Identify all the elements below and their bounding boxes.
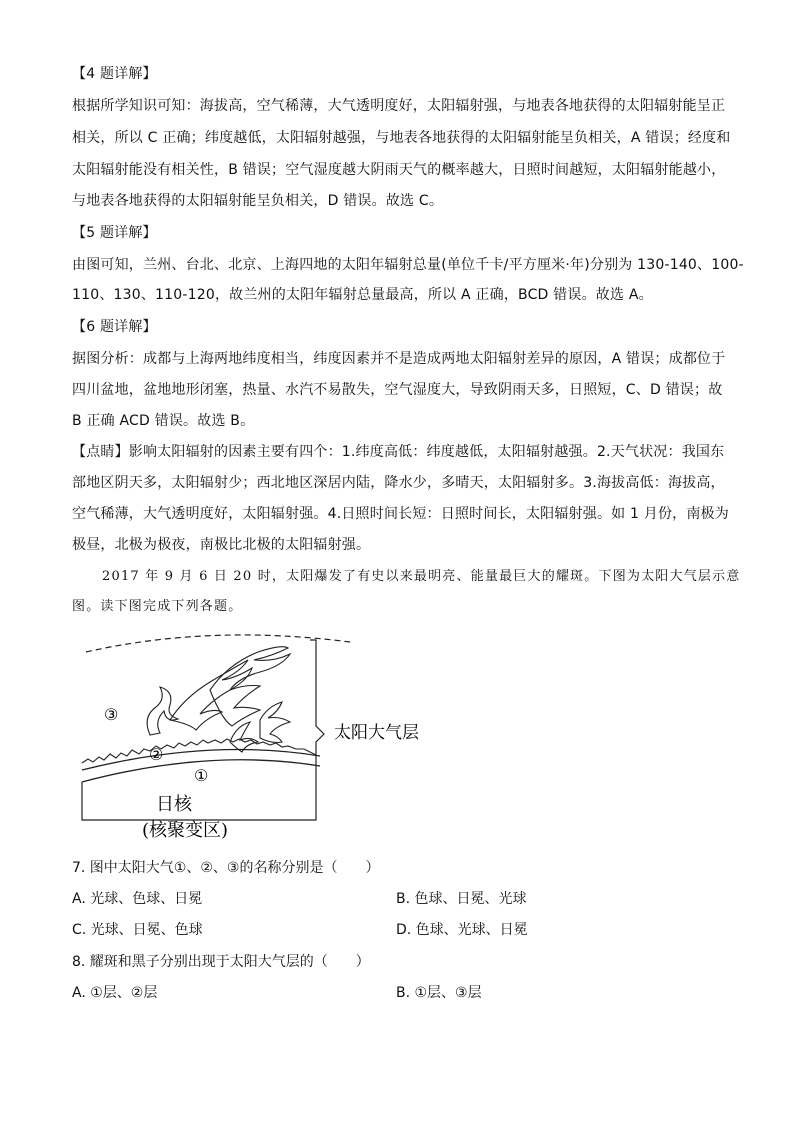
question-7-option-b[interactable]: B. 色球、日冕、光球 [396,891,527,907]
prominence-2 [170,660,252,730]
atmosphere-brace [82,640,324,820]
label-circled-3: ③ [104,705,119,724]
intro-line: 2017 年 9 月 6 日 20 时，太阳爆发了有史以来最明亮、能量最巨大的耀斑。下图为太阳大气层示意 [102,569,741,584]
paragraph-line: 极昼，北极为极夜，南极比北极的太阳辐射强。 [72,537,371,553]
prominence-5 [230,722,258,752]
section-heading-q4: 【4 题详解】 [72,66,157,82]
question-8-option-a[interactable]: A. ①层、②层 [72,985,158,1001]
prominence-3 [210,647,290,726]
paragraph-line: 据图分析：成都与上海两地纬度相当，纬度因素并不是造成两地太阳辐射差异的原因，A 错误；成都位于 [72,351,726,367]
question-7-option-c[interactable]: C. 光球、日冕、色球 [72,922,203,938]
paragraph-line: 与地表各地获得的太阳辐射能呈负相关，D 错误。故选 C。 [72,193,444,209]
brace-label: 太阳大气层 [334,723,419,743]
paragraph-line: 相关，所以 C 正确；纬度越低，太阳辐射越强，与地表各地获得的太阳辐射能呈负相关，A 错误；经度和 [72,130,731,146]
solar-atmosphere-figure [70,630,450,850]
paragraph-line: 110、130、110-120，故兰州的太阳年辐射总量最高，所以 A 正确，BCD 错误。故选 A。 [72,287,653,303]
question-7-stem: 7. 图中太阳大气①、②、③的名称分别是（ ） [72,860,380,876]
label-circled-1: ① [194,766,209,785]
question-8-option-b[interactable]: B. ①层、③层 [396,985,482,1001]
label-circled-2: ② [149,745,164,764]
corona-outer-boundary [86,635,350,652]
paragraph-line: 部地区阴天多，太阳辐射少；西北地区深居内陆，降水少，多晴天，太阳辐射多。3.海拔高低：海拔高， [72,475,725,491]
core-sublabel: (核聚变区) [142,820,229,841]
paragraph-line: B 正确 ACD 错误。故选 B。 [72,413,255,429]
question-8-stem: 8. 耀斑和黑子分别出现于太阳大气层的（ ） [72,954,370,970]
question-7-option-d[interactable]: D. 色球、光球、日冕 [396,922,528,938]
paragraph-line: 根据所学知识可知：海拔高，空气稀薄，大气透明度好，太阳辐射强，与地表各地获得的太阳辐射能呈正 [72,98,726,114]
paragraph-line: 由图可知，兰州、台北、北京、上海四地的太阳年辐射总量(单位千卡/平方厘米·年)分别为 130-140、100- [72,257,744,273]
section-heading-q6: 【6 题详解】 [72,319,157,335]
core-label: 日核 [156,794,192,815]
paragraph-line: 太阳辐射能没有相关性，B 错误；空气湿度越大阴雨天气的概率越大，日照时间越短，太阳辐射能越小， [72,162,726,178]
section-heading-q5: 【5 题详解】 [72,225,157,241]
prominence-4 [260,702,290,743]
paragraph-line: 空气稀薄，大气透明度好，太阳辐射强。4.日照时间长短：日照时间长，太阳辐射强。如 1 月份，南极为 [72,506,729,522]
intro-line: 图。读下图完成下列各题。 [72,599,243,614]
prominence-1 [147,687,178,735]
key-point-heading: 【点睛】影响太阳辐射的因素主要有四个：1.纬度高低：纬度越低，太阳辐射越强。2.天气状况：我国东 [72,444,725,460]
paragraph-line: 四川盆地，盆地地形闭塞，热量、水汽不易散失，空气湿度大，导致阴雨天多，日照短，C、D 错误；故 [72,382,723,398]
question-7-option-a[interactable]: A. 光球、色球、日冕 [72,891,203,907]
